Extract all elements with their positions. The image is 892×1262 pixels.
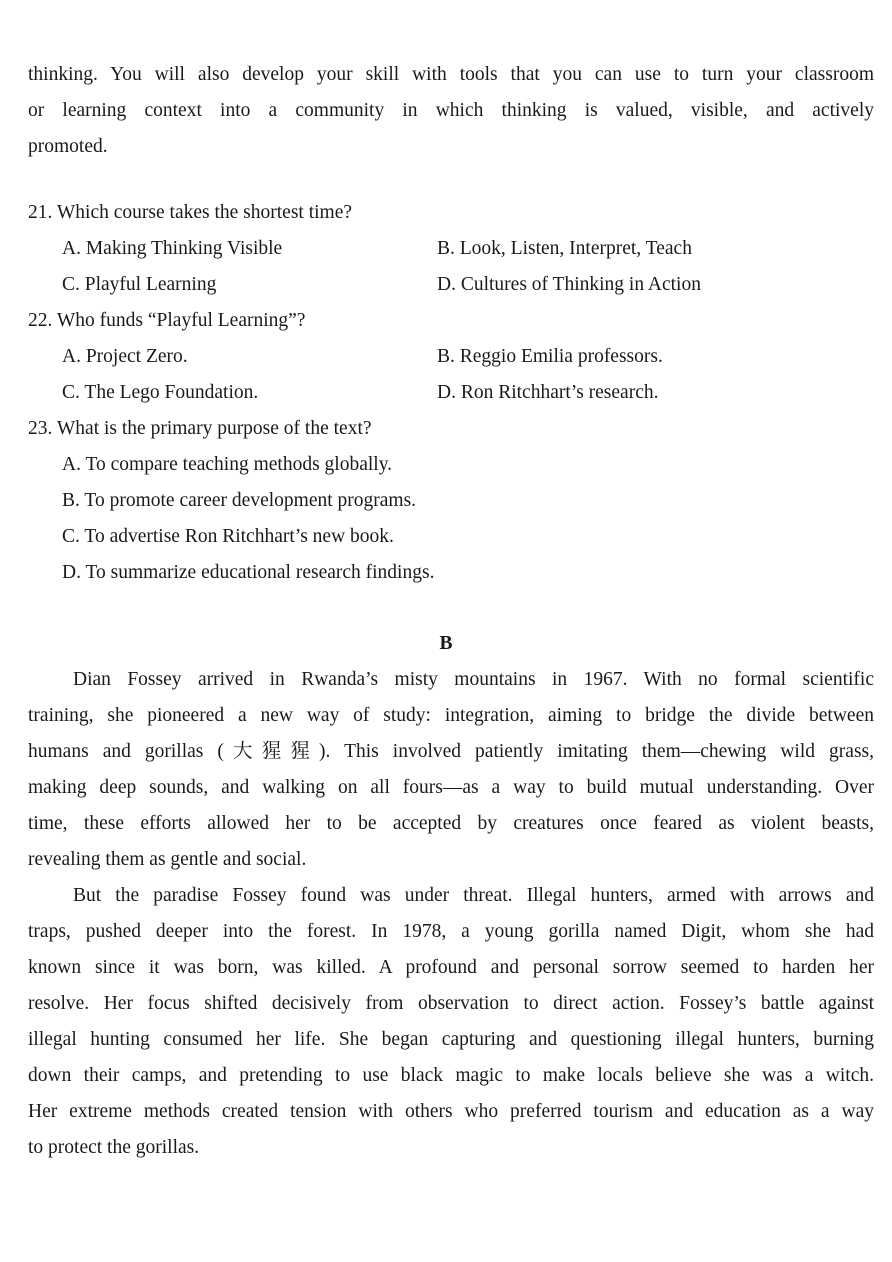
question-23-stem <box>28 411 372 447</box>
question-number: 21. <box>28 202 53 223</box>
text-line: resolve. Her focus shifted decisively from observation to direct action. Fossey’s battle against <box>28 993 874 1014</box>
text-line: thinking. You will also develop your skill with tools that you can use to turn your classroom <box>28 64 874 85</box>
section-title: B <box>439 633 453 654</box>
question-22-option-c[interactable]: C. The Lego Foundation. <box>62 382 259 403</box>
text-line: training, she pioneered a new way of study: integration, aiming to bridge the divide between <box>28 705 874 726</box>
text-line: traps, pushed deeper into the forest. In 1978, a young gorilla named Digit, whom she had <box>28 921 874 942</box>
question-21-option-a[interactable]: A. Making Thinking Visible <box>62 238 283 259</box>
text-line: known since it was born, was killed. A profound and personal sorrow seemed to harden her <box>28 957 874 978</box>
question-number: 23. <box>28 418 53 439</box>
question-23-option-a[interactable]: A. To compare teaching methods globally. <box>62 454 393 475</box>
text-line: or learning context into a community in which thinking is valued, visible, and actively <box>28 100 874 121</box>
question-text: Which course takes the shortest time? <box>56 202 353 223</box>
question-23-option-b[interactable]: B. To promote career development programs. <box>62 490 417 511</box>
question-number: 22. <box>28 310 53 331</box>
question-text: What is the primary purpose of the text? <box>56 418 372 439</box>
section-b-paragraph-2 <box>28 878 874 1166</box>
text-line: illegal hunting consumed her life. She began capturing and questioning illegal hunters, burning <box>28 1029 874 1050</box>
text-line: to protect the gorillas. <box>28 1137 200 1158</box>
text-line: Dian Fossey arrived in Rwanda’s misty mountains in 1967. With no formal scientific <box>73 669 874 690</box>
question-23-option-d[interactable]: D. To summarize educational research findings. <box>62 562 435 583</box>
question-22-option-b[interactable]: B. Reggio Emilia professors. <box>437 346 663 367</box>
question-22-option-a[interactable]: A. Project Zero. <box>62 346 188 367</box>
text-line: down their camps, and pretending to use black magic to make locals believe she was a witch. <box>28 1065 874 1086</box>
text-line: But the paradise Fossey found was under threat. Illegal hunters, armed with arrows and <box>73 885 874 906</box>
text-line: revealing them as gentle and social. <box>28 849 307 870</box>
question-23-option-c[interactable]: C. To advertise Ron Ritchhart’s new book. <box>62 526 394 547</box>
question-22-option-d[interactable]: D. Ron Ritchhart’s research. <box>437 382 659 403</box>
question-22-stem <box>28 303 305 339</box>
question-21-stem <box>28 195 352 231</box>
question-text: Who funds “Playful Learning”? <box>56 310 306 331</box>
text-line: humans and gorillas (大猩猩). This involved patiently imitating them—chewing wild grass, <box>28 741 874 762</box>
text-line: promoted. <box>28 136 108 157</box>
section-b-paragraph-1 <box>28 662 874 878</box>
intro-paragraph <box>28 57 874 165</box>
text-line: time, these efforts allowed her to be accepted by creatures once feared as violent beasts, <box>28 813 874 834</box>
question-21-option-b[interactable]: B. Look, Listen, Interpret, Teach <box>437 238 692 259</box>
question-21-option-c[interactable]: C. Playful Learning <box>62 274 217 295</box>
text-line: making deep sounds, and walking on all fours—as a way to build mutual understanding. Over <box>28 777 874 798</box>
text-line: Her extreme methods created tension with others who preferred tourism and education as a way <box>28 1101 874 1122</box>
question-21-option-d[interactable]: D. Cultures of Thinking in Action <box>437 274 701 295</box>
